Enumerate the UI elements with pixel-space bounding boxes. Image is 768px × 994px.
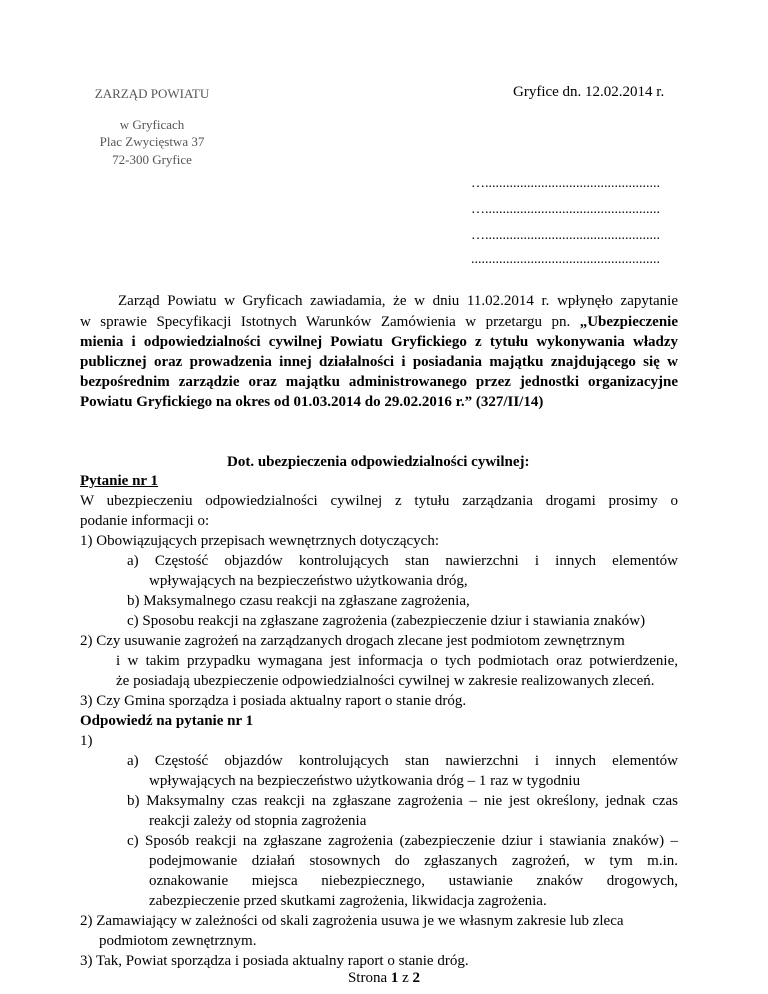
document-date: Gryfice dn. 12.02.2014 r. [513, 84, 665, 100]
answer-item-2-line-2: podmiotom zewnętrznym. [99, 933, 257, 949]
recipient-line-4: ...................................................... [471, 252, 660, 267]
page-footer: Strona 1 z 2 [347, 970, 421, 986]
question-item-2-line-2: i w takim przypadku wymagana jest informacja o tych podmiotach oraz potwierdzenie, [116, 653, 678, 669]
question-item-1a-line-2: wpływających na bezpieczeństwo użytkowania dróg, [149, 573, 468, 589]
answer-item-1b-line-1: b) Maksymalny czas reakcji na zgłaszane zagrożenia – nie jest określony, jednak czas [127, 793, 678, 809]
intro-line-3: mienia i odpowiedzialności cywilnej Powiatu Gryfickiego z tytułu wykonywania władzy [80, 334, 678, 350]
question-item-2-line-3: że posiadają ubezpieczenie odpowiedzialności cywilnej w zakresie realizowanych zleceń. [116, 673, 655, 689]
question-item-3: 3) Czy Gmina sporządza i posiada aktualny raport o stanie dróg. [80, 693, 467, 709]
answer-item-1a-line-1: a) Częstość objazdów kontrolujących stan nawierzchni i innych elementów [127, 753, 678, 769]
answer-item-1a-line-2: wpływających na bezpieczeństwo użytkowania dróg – 1 raz w tygodniu [149, 773, 581, 789]
org-street: Plac Zwycięstwa 37 [99, 134, 205, 149]
answer-item-3: 3) Tak, Powiat sporządza i posiada aktualny raport o stanie dróg. [80, 953, 469, 969]
intro-line-5: bezpośrednim zarządzie oraz majątku administrowanego przez jednostki organizacyjne [80, 374, 678, 390]
question-item-1b: b) Maksymalnego czasu reakcji na zgłaszane zagrożenia, [127, 593, 470, 609]
intro-line-4: publicznej oraz prowadzenia innej działalności i posiadania majątku znajdującego się w [80, 354, 678, 370]
question-item-2-line-1: 2) Czy usuwanie zagrożeń na zarządzanych drogach zlecane jest podmiotom zewnętrznym [80, 633, 625, 649]
answer-item-1c-line-2: podejmowanie działań stosownych do zgłaszanych zagrożeń, w tym m.in. [149, 853, 678, 869]
section-heading: Dot. ubezpieczenia odpowiedzialności cywilnej: [227, 454, 530, 470]
question-item-1a-line-1: a) Częstość objazdów kontrolujących stan nawierzchni i innych elementów [127, 553, 678, 569]
org-postal: 72-300 Gryfice [112, 152, 192, 167]
recipient-line-1: ….................................................. [471, 176, 660, 191]
question-line-2: podanie informacji o: [80, 513, 210, 529]
question-label: Pytanie nr 1 [80, 473, 159, 489]
answer-label: Odpowiedź na pytanie nr 1 [80, 713, 254, 729]
recipient-line-3: ….................................................. [471, 228, 660, 243]
question-item-1: 1) Obowiązujących przepisach wewnętrznych dotyczących: [80, 533, 439, 549]
answer-item-1c-line-4: zabezpieczenie przed skutkami zagrożenia, likwidacja zagrożenia. [149, 893, 547, 909]
answer-item-1c-line-1: c) Sposób reakcji na zgłaszane zagrożenia (zabezpieczenie dziur i stawiania znaków) – [127, 833, 678, 849]
org-city: w Gryficach [119, 117, 185, 132]
intro-line-6: Powiatu Gryfickiego na okres od 01.03.2014 do 29.02.2016 r.” (327/II/14) [80, 394, 544, 410]
question-line-1: W ubezpieczeniu odpowiedzialności cywilnej z tytułu zarządzania drogami prosimy o [80, 493, 678, 509]
org-name: ZARZĄD POWIATU [94, 86, 210, 101]
intro-line-2: w sprawie Specyfikacji Istotnych Warunków Zamówienia w przetargu pn. „Ubezpieczenie [80, 314, 678, 330]
intro-line-1: Zarząd Powiatu w Gryficach zawiadamia, że w dniu 11.02.2014 r. wpłynęło zapytanie [118, 293, 678, 309]
answer-item-1c-line-3: oznakowanie miejsca niebezpiecznego, ustawianie znaków drogowych, [149, 873, 678, 889]
answer-item-1b-line-2: reakcji zależy od stopnia zagrożenia [149, 813, 367, 829]
answer-item-2-line-1: 2) Zamawiający w zależności od skali zagrożenia usuwa je we własnym zakresie lub zleca [80, 913, 624, 929]
recipient-line-2: ….................................................. [471, 202, 660, 217]
question-item-1c: c) Sposobu reakcji na zgłaszane zagrożenia (zabezpieczenie dziur i stawiania znaków) [127, 613, 646, 629]
answer-item-1: 1) [80, 733, 93, 749]
